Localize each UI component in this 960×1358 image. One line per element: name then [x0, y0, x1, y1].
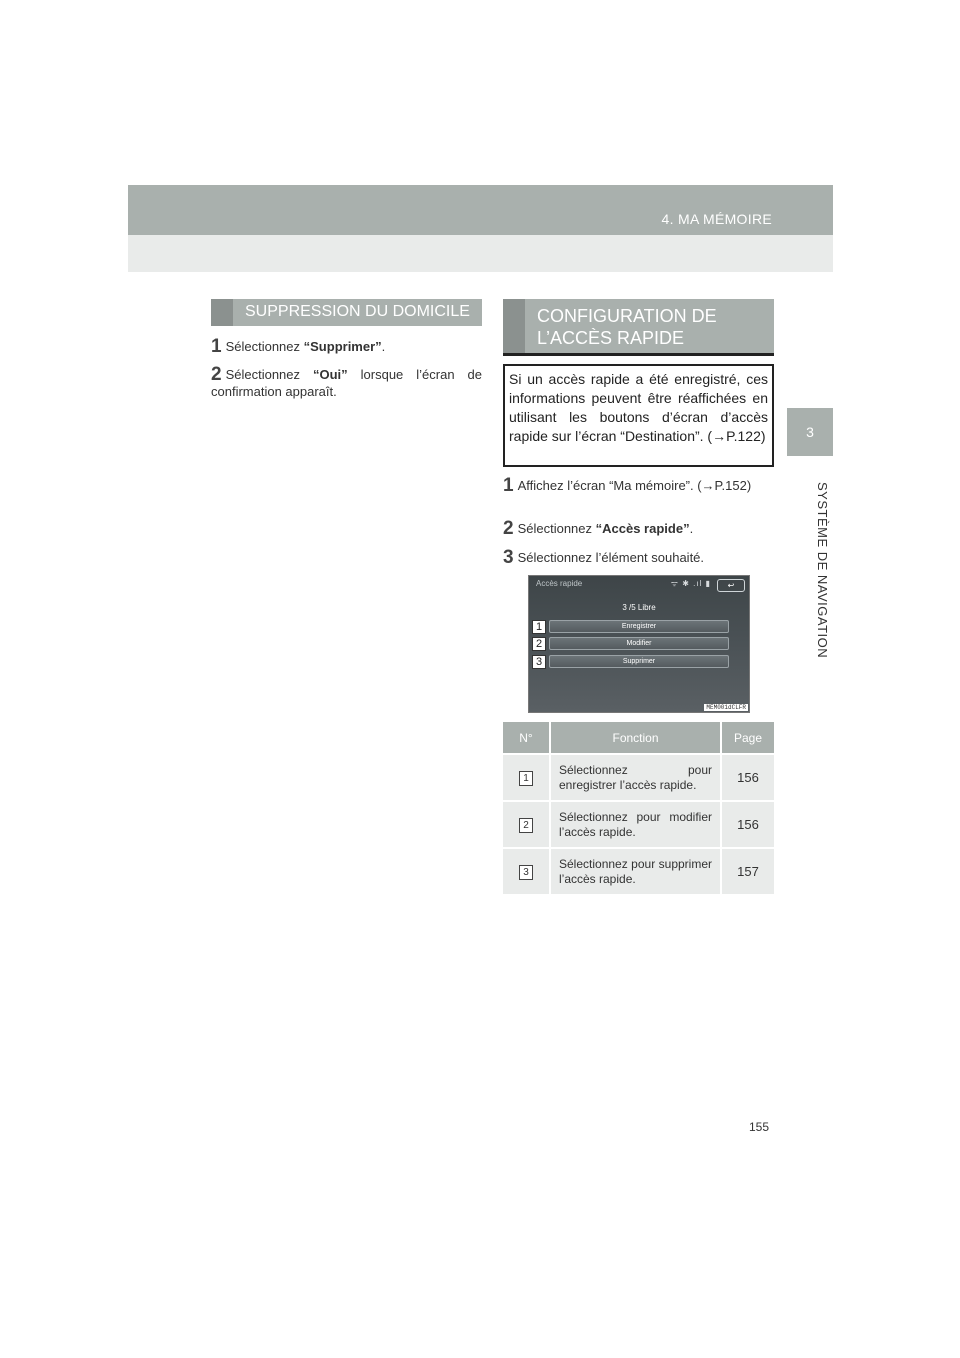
- row-number: 2: [519, 818, 533, 833]
- table-row: [503, 754, 774, 801]
- row-page: 156: [721, 801, 774, 848]
- step-3-select-item: 3 Sélectionnez l’élément souhaité.: [503, 547, 705, 568]
- modify-button[interactable]: Modifier: [549, 637, 729, 650]
- col-page: Page: [721, 722, 774, 754]
- table-row: [503, 848, 774, 894]
- table-row: [503, 801, 774, 848]
- status-icons: ᯤ ✱ .ıl ▮: [670, 579, 711, 588]
- info-box: Si un accès rapide a été enregistré, ces informations peuvent être réaffichées en utilisant les boutons d’écran d’accès rapide sur l’écran “Destination”. (→P.122): [503, 364, 774, 467]
- step-1-display: 1 Affichez l’écran “Ma mémoire”. (→P.152): [503, 475, 752, 496]
- row-page: 156: [721, 754, 774, 801]
- delete-button[interactable]: Supprimer: [549, 655, 729, 668]
- slot-count: 3 /5 Libre: [622, 603, 656, 612]
- callout-1: 1: [532, 620, 546, 634]
- step-2-confirm: 2 Sélectionnez “Oui” lorsque l’écran de confirmation apparaît.: [211, 364, 482, 399]
- step-1-delete: 1 Sélectionnez “Supprimer”.: [211, 336, 386, 357]
- chapter-side-label: SYSTÈME DE NAVIGATION: [815, 481, 830, 659]
- section-marker: [211, 299, 233, 326]
- row-number: 3: [519, 865, 533, 880]
- section-header-quick-access: [503, 299, 774, 356]
- back-icon[interactable]: ↩: [717, 579, 745, 592]
- row-function: Sélectionnez pour modifier l’accès rapide.: [550, 801, 721, 848]
- col-number: N°: [503, 722, 550, 754]
- row-function: Sélectionnez pour enregistrer l’accès rapide.: [550, 754, 721, 801]
- screen-title: Accès rapide: [536, 579, 583, 588]
- image-code: MEM001dCLFR: [706, 704, 746, 711]
- callout-3: 3: [532, 655, 546, 669]
- chapter-tab: 3: [787, 408, 833, 456]
- col-function: Fonction: [550, 722, 721, 754]
- quick-access-screen: [528, 575, 750, 713]
- page-number: 155: [749, 1120, 770, 1134]
- row-function: Sélectionnez pour supprimer l’accès rapide.: [550, 848, 721, 894]
- table-header-row: [503, 722, 774, 754]
- register-button[interactable]: Enregistrer: [549, 620, 729, 633]
- header-subband: [128, 235, 833, 272]
- section-header-delete-home: [211, 299, 482, 326]
- callout-2: 2: [532, 637, 546, 651]
- section-title: SUPPRESSION DU DOMICILE: [245, 303, 470, 320]
- header-band: [128, 185, 833, 235]
- section-title: CONFIGURATION DE L’ACCÈS RAPIDE: [537, 306, 717, 348]
- section-marker: [503, 299, 525, 353]
- step-2-select-quick-access: 2 Sélectionnez “Accès rapide”.: [503, 518, 694, 539]
- row-page: 157: [721, 848, 774, 894]
- row-number: 1: [519, 771, 533, 786]
- chapter-title: 4. MA MÉMOIRE: [661, 211, 772, 227]
- function-table: [503, 722, 774, 894]
